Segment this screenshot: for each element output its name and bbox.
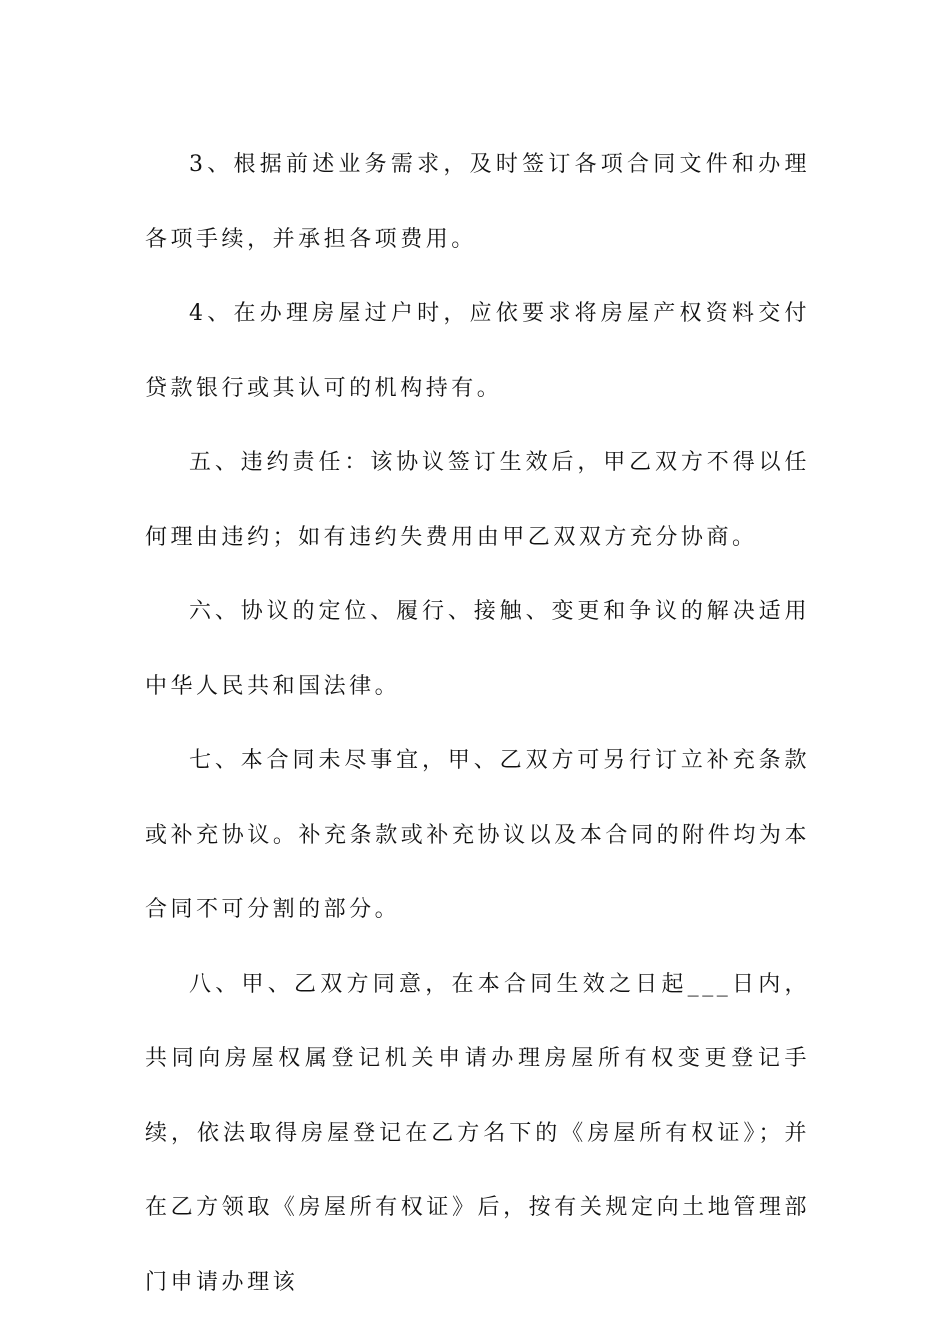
paragraph-governing-law: 六、协议的定位、履行、接触、变更和争议的解决适用中华人民共和国法律。 xyxy=(145,599,810,699)
paragraph-clause-4: 4、在办理房屋过户时，应依要求将房屋产权资料交付贷款银行或其认可的机构持有。 xyxy=(145,301,810,401)
document-body xyxy=(145,128,810,1320)
paragraph-clause-3: 3、根据前述业务需求，及时签订各项合同文件和办理各项手续，并承担各项费用。 xyxy=(145,152,810,252)
paragraph-supplementary-terms: 七、本合同未尽事宜，甲、乙双方可另行订立补充条款或补充协议。补充条款或补充协议以及本合同的附件均为本合同不可分割的部分。 xyxy=(145,748,810,922)
paragraph-breach-liability: 五、违约责任：该协议签订生效后，甲乙双方不得以任何理由违约；如有违约失费用由甲乙双双方充分协商。 xyxy=(145,450,810,550)
paragraph-registration: 八、甲、乙双方同意，在本合同生效之日起___日内，共同向房屋权属登记机关申请办理房屋所有权变更登记手续，依法取得房屋登记在乙方名下的《房屋所有权证》；并在乙方领取《房屋所有权证》后，按有关规定向土地管理部门申请办理该 xyxy=(145,971,810,1295)
